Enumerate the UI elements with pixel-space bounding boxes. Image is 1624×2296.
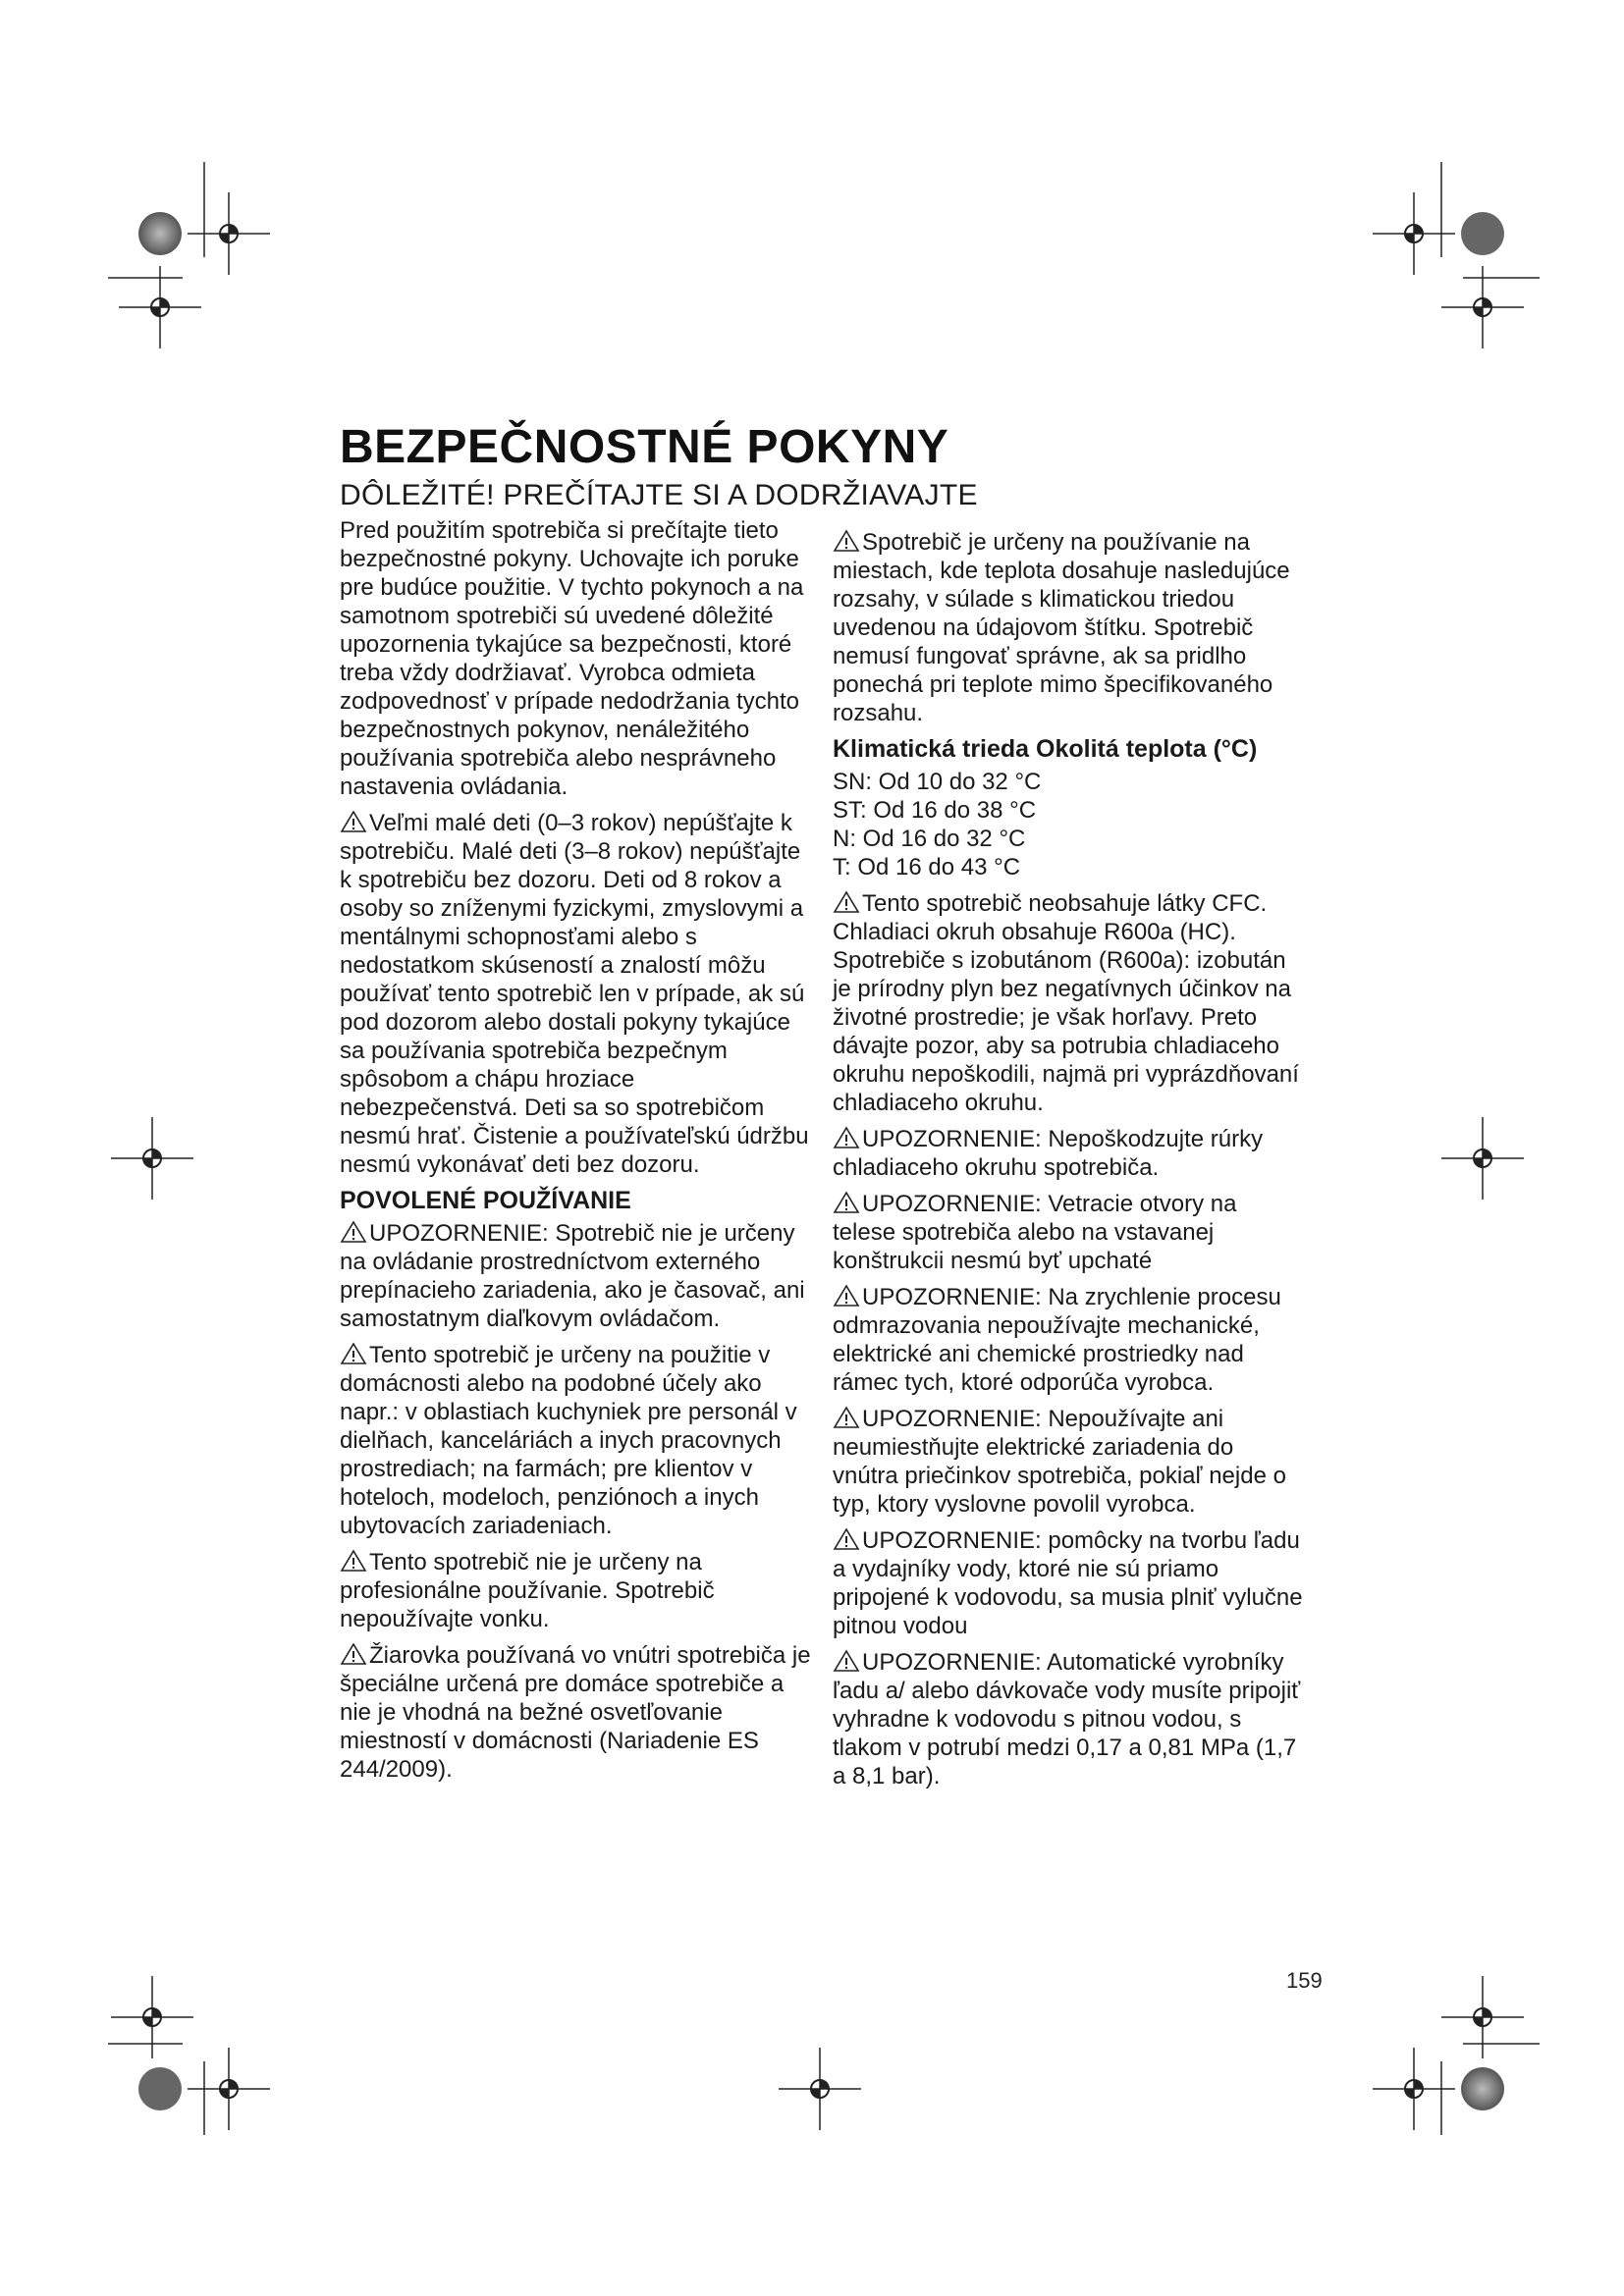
left-column <box>340 516 818 1791</box>
ice-warning <box>833 1526 1304 1640</box>
warning-icon <box>833 1406 860 1429</box>
pipes-warning-text: UPOZORNENIE: Nepoškodzujte rúrky chladiaceho okruhu spotrebiča. <box>833 1126 1264 1181</box>
warning-icon <box>340 1220 367 1244</box>
temperature-note-text: Spotrebič je určeny na používanie na miestach, kde teplota dosahuje nasledujúce rozsahy, v súlade s klimatickou triedou uvedenou na údajovom štítku. Spotrebič nemusí fungovať správne, ak sa pridlho ponechá pri teplote mimo špecifikovaného rozsahu. <box>833 529 1290 726</box>
intro-paragraph: Pred použitím spotrebiča si prečítajte tieto bezpečnostné pokyny. Uchovajte ich poruke pre budúce použitie. V tychto pokynoch a na samotnom spotrebiči sú uvedené dôležité upozornenia tykajúce sa bezpečnosti, ktoré treba vždy dodržiavať. Vyrobca odmieta zodpovednosť v prípade nedodržania tychto bezpečnostnych pokynov, nenáležitého používania spotrebiča alebo nesprávneho nastavenia ovládania. <box>340 517 804 800</box>
section-heading-permitted-use: POVOLENÉ POUŽÍVANIE <box>340 1187 631 1214</box>
vents-warning <box>833 1190 1304 1275</box>
crop-mark-bottom-left <box>108 1976 270 2135</box>
page-number: 159 <box>1286 1968 1323 1993</box>
vents-warning-text: UPOZORNENIE: Vetracie otvory na telese spotrebiča alebo na vstavanej konštrukcii nesmú byť upchaté <box>833 1191 1237 1274</box>
warning-icon <box>833 1649 860 1673</box>
refrigerant-warning-text: Tento spotrebič neobsahuje látky CFC. Chladiaci okruh obsahuje R600a (HC). Spotrebiče s izobutánom (R600a): izobután je prírodny plyn bez negatívnych účinkov na životné prostredie; je však horľavy. Preto dávajte pozor, aby sa potrubia chladiaceho okruhu nepoškodili, najmä pri vyprázdňovaní chladiaceho okruhu. <box>833 890 1299 1116</box>
page-subtitle: DÔLEŽITÉ! PREČÍTAJTE SI A DODRŽIAVAJTE <box>340 479 978 511</box>
warning-icon <box>833 529 860 553</box>
climate-class-heading: Klimatická trieda Okolitá teplota (°C) <box>833 735 1258 763</box>
crop-mark-bottom-center <box>779 2048 861 2130</box>
children-warning <box>340 809 818 1179</box>
not-professional-text: Tento spotrebič nie je určeny na profesionálne používanie. Spotrebič nepoužívajte vonku. <box>340 1549 715 1632</box>
household-use-text: Tento spotrebič je určeny na použitie v domácnosti alebo na podobné účely ako napr.: v oblastiach kuchyniek pre personál v dielňach, kanceláriách a inych pracovnych prostrediach; na farmách; pre klientov v hoteloch, modeloch, penziónoch a inych ubytovacích zariadeniach. <box>340 1342 797 1539</box>
devices-warning <box>833 1405 1304 1519</box>
warning-icon <box>340 1549 367 1573</box>
warning-icon <box>833 1284 860 1308</box>
household-use-note <box>340 1341 818 1540</box>
timer-warning-text: UPOZORNENIE: Spotrebič nie je určeny na ovládanie prostredníctvom externého prepínacieho zariadenia, ako je časovač, ani samostatnym diaľkovym ovládačom. <box>340 1220 805 1332</box>
warning-icon <box>340 1342 367 1365</box>
ice-warning-text: UPOZORNENIE: pomôcky na tvorbu ľadu a vydajníky vody, ktoré nie sú priamo pripojené k vodovodu, sa musia plniť vylučne pitnou vodou <box>833 1527 1303 1639</box>
right-column <box>833 528 1304 1798</box>
warning-icon <box>833 1191 860 1214</box>
crop-mark-bottom-right <box>1373 1976 1540 2135</box>
climate-class-item: SN: Od 10 do 32 °C <box>833 769 1042 795</box>
bulb-note-text: Žiarovka používaná vo vnútri spotrebiča je špeciálne určená pre domáce spotrebiče a nie je vhodná na bežné osvetľovanie miestností v domácnosti (Nariadenie ES 244/2009). <box>340 1642 811 1783</box>
warning-icon <box>833 1527 860 1551</box>
crop-mark-top-left <box>108 162 270 348</box>
crop-mark-mid-left <box>111 1117 193 1200</box>
climate-class-item: T: Od 16 do 43 °C <box>833 854 1021 881</box>
crop-mark-top-right <box>1373 162 1540 348</box>
refrigerant-warning <box>833 889 1304 1117</box>
auto-ice-warning <box>833 1648 1304 1790</box>
bulb-note <box>340 1641 818 1784</box>
defrost-warning-text: UPOZORNENIE: Na zrychlenie procesu odmrazovania nepoužívajte mechanické, elektrické ani chemické prostriedky nad rámec tych, ktoré odporúča vyrobca. <box>833 1284 1281 1396</box>
devices-warning-text: UPOZORNENIE: Nepoužívajte ani neumiestňujte elektrické zariadenia do vnútra priečinkov spotrebiča, pokiaľ nejde o typ, ktory vyslovne povolil vyrobca. <box>833 1406 1286 1518</box>
climate-class-list <box>833 768 1304 881</box>
children-warning-text: Veľmi malé deti (0–3 rokov) nepúšťajte k spotrebiču. Malé deti (3–8 rokov) nepúšťajte k spotrebiču bez dozoru. Deti od 8 rokov a osoby so zníženymi fyzickymi, zmyslovymi a mentálnymi schopnosťami alebo s nedostatkom skúseností a znalostí môžu používať tento spotrebič len v prípade, ak sú pod dozorom alebo dostali pokyny tykajúce sa používania spotrebiča bezpečnym spôsobom a chápu hroziace nebezpečenstvá. Deti sa so spotrebičom nesmú hrať. Čistenie a používateľskú údržbu nesmú vykonávať deti bez dozoru. <box>340 810 809 1178</box>
temperature-note <box>833 528 1304 727</box>
climate-class-item: N: Od 16 do 32 °C <box>833 826 1026 852</box>
pipes-warning <box>833 1125 1304 1182</box>
auto-ice-warning-text: UPOZORNENIE: Automatické vyrobníky ľadu a/ alebo dávkovače vody musíte pripojiť vyhradne k vodovodu s pitnou vodou, s tlakom v potrubí medzi 0,17 a 0,81 MPa (1,7 a 8,1 bar). <box>833 1649 1301 1789</box>
warning-icon <box>340 810 367 833</box>
warning-icon <box>833 890 860 914</box>
crop-mark-mid-right <box>1441 1117 1524 1200</box>
warning-icon <box>833 1126 860 1149</box>
not-professional-note <box>340 1548 818 1633</box>
defrost-warning <box>833 1283 1304 1397</box>
climate-class-item: ST: Od 16 do 38 °C <box>833 797 1037 824</box>
warning-icon <box>340 1642 367 1666</box>
timer-warning <box>340 1219 818 1333</box>
page-title: BEZPEČNOSTNÉ POKYNY <box>340 421 949 473</box>
